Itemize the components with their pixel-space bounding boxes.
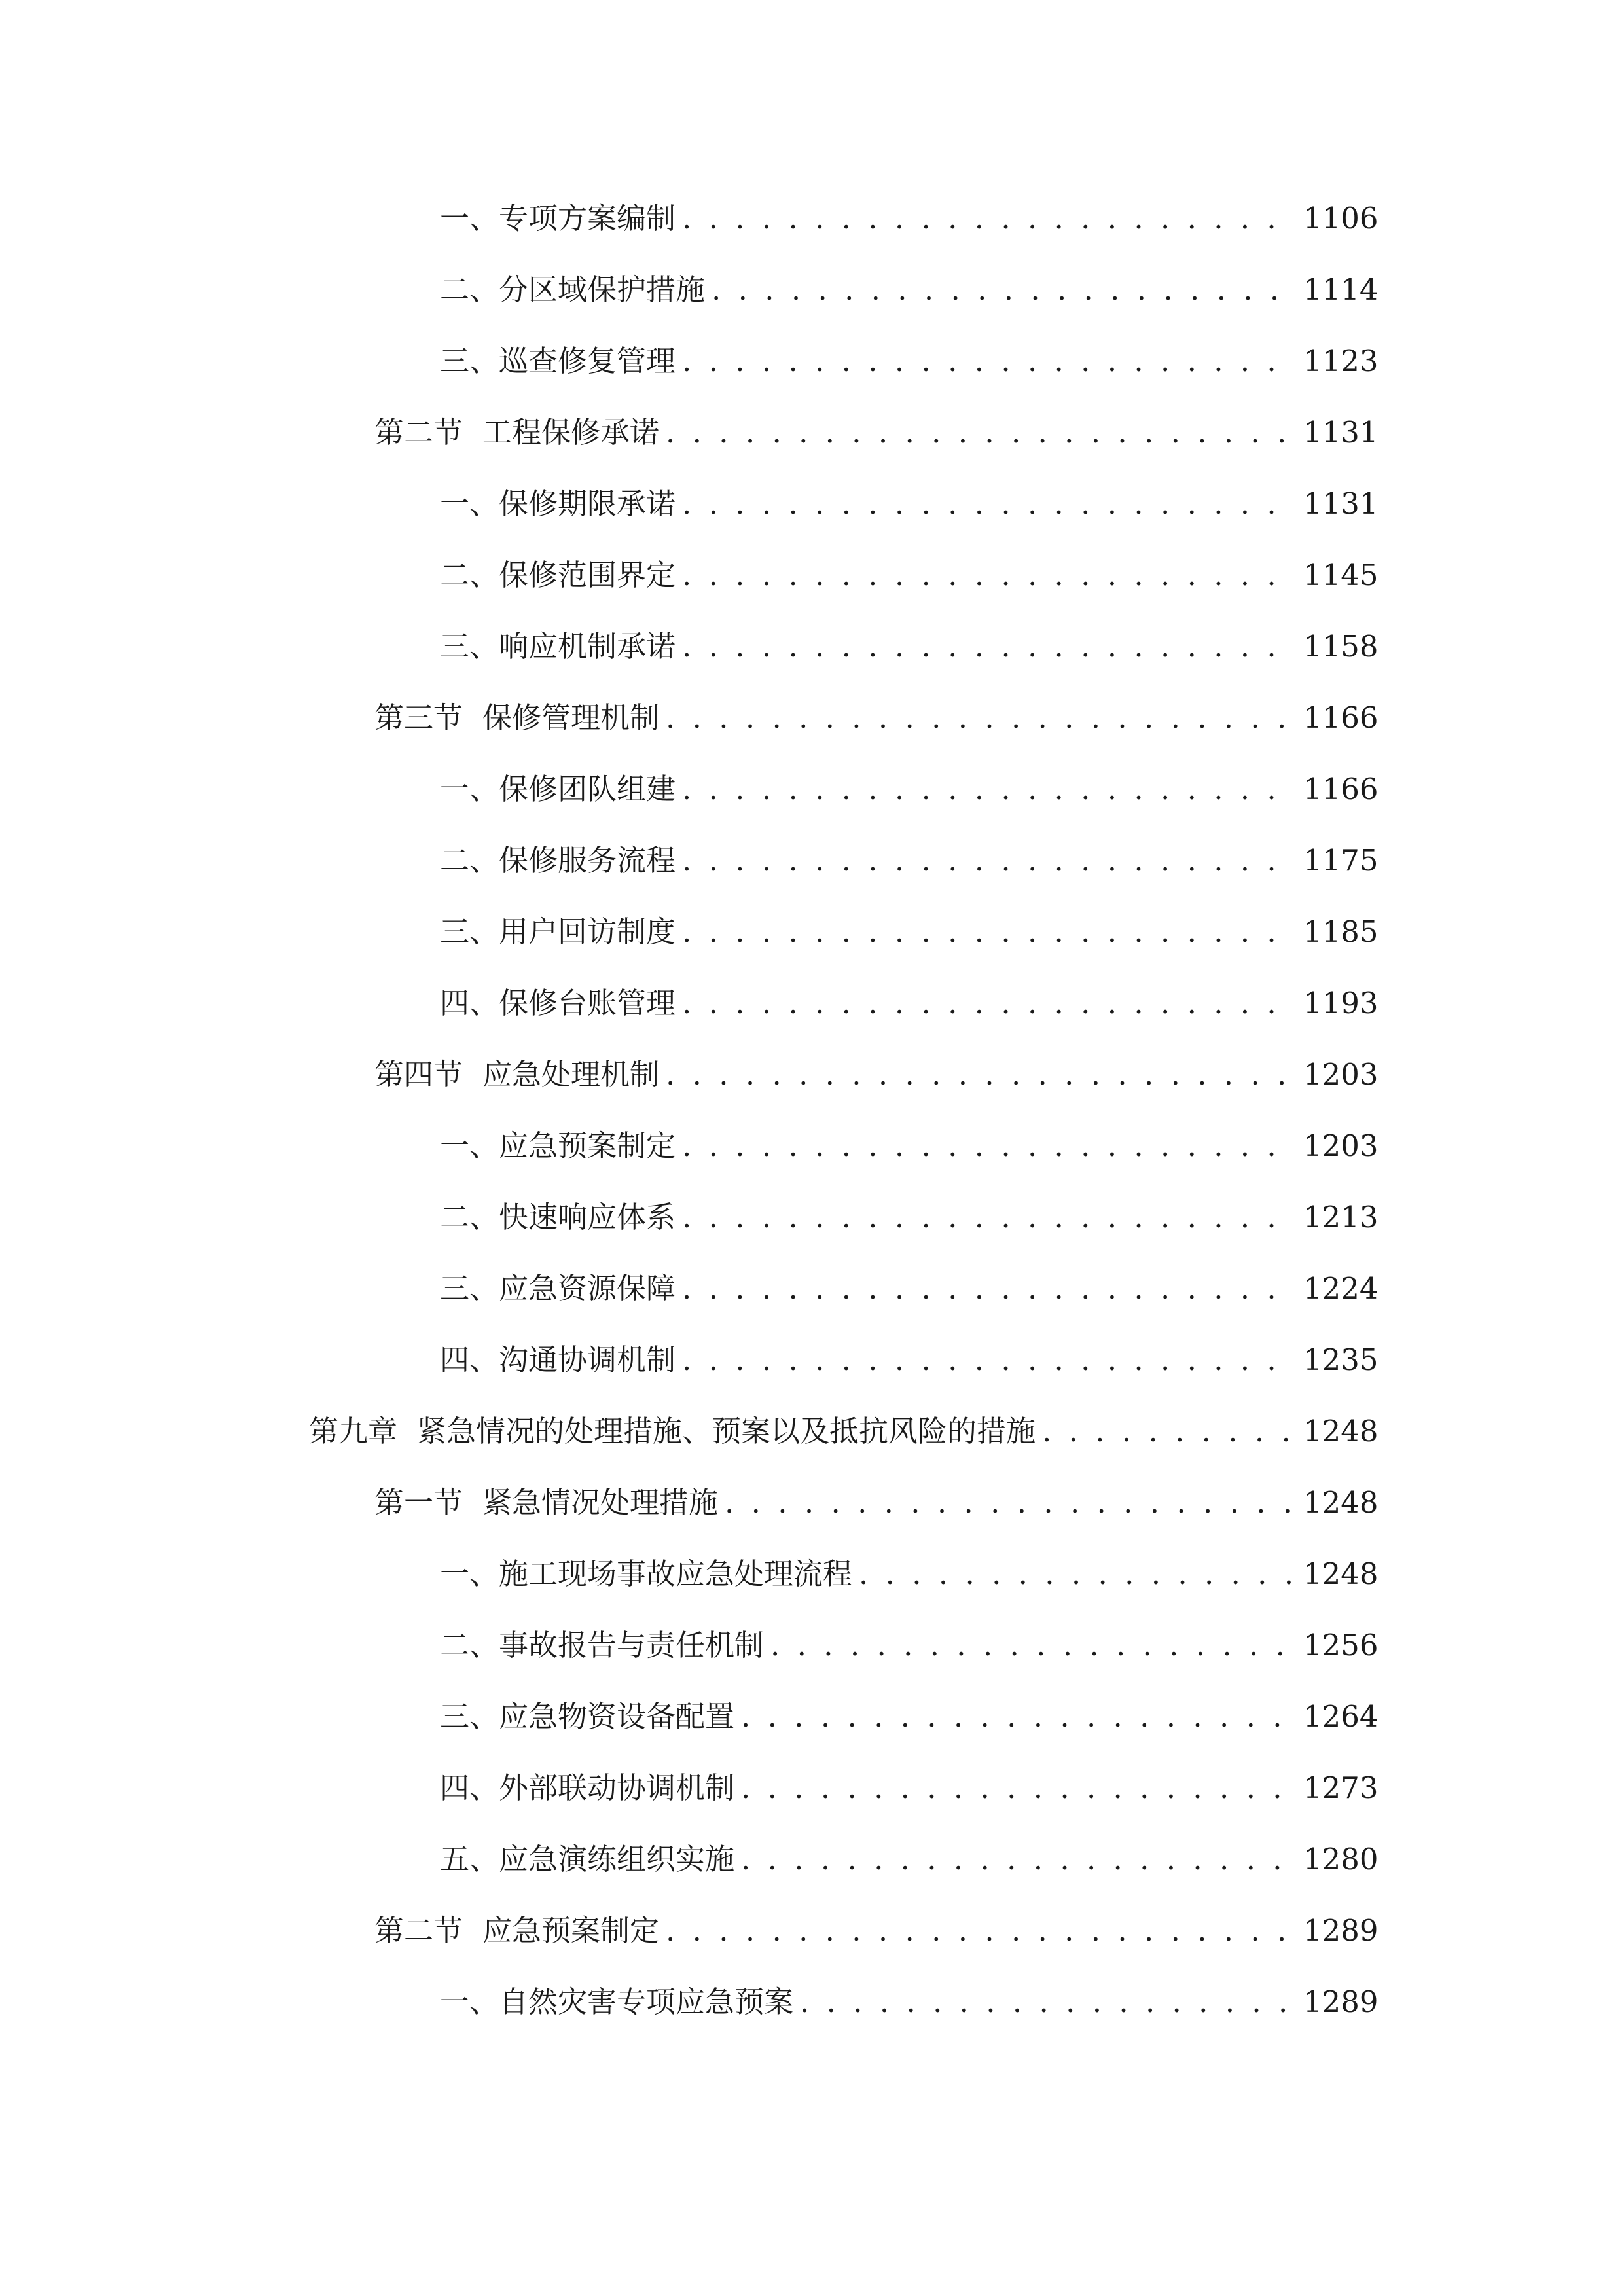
toc-leader-dots	[741, 1765, 1294, 1811]
toc-entry[interactable]	[440, 1123, 1379, 1169]
toc-entry-section[interactable]	[374, 1052, 1379, 1098]
toc-numeral: 三、	[440, 629, 499, 664]
toc-section-numeral: 第二节	[374, 415, 463, 450]
toc-title: 紧急情况处理措施	[482, 1485, 719, 1520]
toc-leader-dots	[800, 1979, 1294, 2025]
toc-leader-dots	[682, 552, 1294, 598]
toc-title: 保修服务流程	[499, 843, 676, 878]
toc-numeral: 一、	[440, 772, 499, 806]
toc-leader-dots	[682, 1266, 1294, 1312]
toc-title: 巡查修复管理	[499, 344, 676, 378]
toc-title: 紧急情况的处理措施、预案以及抵抗风险的措施	[417, 1414, 1036, 1448]
toc-title: 保修团队组建	[499, 772, 676, 806]
toc-leader-dots	[682, 838, 1294, 884]
toc-title: 应急预案制定	[499, 1128, 676, 1163]
toc-leader-dots	[666, 410, 1294, 456]
toc-entry-section[interactable]	[374, 1908, 1379, 1954]
toc-entry[interactable]	[440, 481, 1379, 527]
toc-entry[interactable]	[440, 1765, 1379, 1811]
toc-title: 专项方案编制	[499, 201, 676, 236]
toc-page-number: 1106	[1303, 201, 1379, 236]
toc-page-number: 1264	[1303, 1699, 1379, 1734]
toc-entry[interactable]	[440, 1337, 1379, 1383]
toc-leader-dots	[712, 267, 1294, 313]
toc-leader-dots	[1042, 1408, 1294, 1454]
toc-title: 外部联动协调机制	[499, 1770, 735, 1805]
toc-leader-dots	[741, 1694, 1294, 1740]
toc-chapter-numeral: 第九章	[309, 1414, 398, 1448]
toc-page-number: 1224	[1303, 1271, 1379, 1306]
toc-title: 事故报告与责任机制	[499, 1628, 765, 1662]
toc-entry-section[interactable]	[374, 695, 1379, 741]
toc-entry[interactable]	[440, 838, 1379, 884]
toc-page-number: 1248	[1303, 1485, 1379, 1520]
toc-title: 应急资源保障	[499, 1271, 676, 1306]
toc-page-number: 1166	[1303, 772, 1379, 806]
toc-leader-dots	[725, 1480, 1294, 1526]
toc-leader-dots	[682, 909, 1294, 955]
toc-entry[interactable]	[440, 1266, 1379, 1312]
toc-title: 应急预案制定	[482, 1913, 660, 1948]
toc-section-numeral: 第二节	[374, 1913, 463, 1948]
toc-title: 应急演练组织实施	[499, 1842, 735, 1876]
toc-leader-dots	[682, 196, 1294, 242]
toc-entry[interactable]	[440, 909, 1379, 955]
toc-numeral: 五、	[440, 1842, 499, 1876]
toc-section-numeral: 第三节	[374, 700, 463, 735]
toc-page-number: 1248	[1303, 1414, 1379, 1448]
toc-entry[interactable]	[440, 1551, 1379, 1597]
toc-leader-dots	[682, 1194, 1294, 1240]
toc-leader-dots	[682, 338, 1294, 384]
toc-page-number: 1158	[1303, 629, 1379, 664]
toc-entry[interactable]	[440, 1979, 1379, 2025]
toc-page-number: 1203	[1303, 1057, 1379, 1092]
toc-page-number: 1193	[1303, 986, 1379, 1020]
toc-entry-section[interactable]	[374, 410, 1379, 456]
toc-numeral: 三、	[440, 1699, 499, 1734]
toc-page-number: 1145	[1303, 558, 1379, 592]
toc-leader-dots	[770, 1623, 1294, 1668]
toc-page-number: 1280	[1303, 1842, 1379, 1876]
toc-page-number: 1289	[1303, 1984, 1379, 2019]
toc-entry-section[interactable]	[374, 1480, 1379, 1526]
toc-title: 分区域保护措施	[499, 272, 706, 307]
toc-leader-dots	[682, 624, 1294, 670]
toc-page-number: 1131	[1303, 486, 1379, 521]
toc-numeral: 三、	[440, 1271, 499, 1306]
toc-numeral: 四、	[440, 986, 499, 1020]
toc-page-number: 1175	[1303, 843, 1379, 878]
toc-leader-dots	[682, 481, 1294, 527]
toc-page-number: 1123	[1303, 344, 1379, 378]
toc-numeral: 四、	[440, 1342, 499, 1377]
toc-page-number: 1289	[1303, 1913, 1379, 1948]
toc-title: 保修范围界定	[499, 558, 676, 592]
toc-title: 保修台账管理	[499, 986, 676, 1020]
toc-page-number: 1256	[1303, 1628, 1379, 1662]
toc-title: 用户回访制度	[499, 914, 676, 949]
toc-numeral: 一、	[440, 201, 499, 236]
toc-numeral: 一、	[440, 1128, 499, 1163]
toc-entry[interactable]	[440, 624, 1379, 670]
toc-page-number: 1273	[1303, 1770, 1379, 1805]
toc-page-number: 1213	[1303, 1200, 1379, 1234]
toc-page-number: 1235	[1303, 1342, 1379, 1377]
toc-numeral: 四、	[440, 1770, 499, 1805]
toc-title: 沟通协调机制	[499, 1342, 676, 1377]
toc-entry[interactable]	[440, 980, 1379, 1026]
toc-leader-dots	[682, 980, 1294, 1026]
toc-numeral: 三、	[440, 914, 499, 949]
toc-page-number: 1166	[1303, 700, 1379, 735]
toc-section-numeral: 第一节	[374, 1485, 463, 1520]
toc-numeral: 一、	[440, 1984, 499, 2019]
toc-title: 应急物资设备配置	[499, 1699, 735, 1734]
toc-page-number: 1131	[1303, 415, 1379, 450]
toc-numeral: 二、	[440, 558, 499, 592]
toc-entry-chapter[interactable]	[309, 1408, 1379, 1454]
toc-title: 应急处理机制	[482, 1057, 660, 1092]
toc-leader-dots	[666, 695, 1294, 741]
toc-title: 响应机制承诺	[499, 629, 676, 664]
toc-numeral: 二、	[440, 843, 499, 878]
toc-entry[interactable]	[440, 196, 1379, 242]
toc-numeral: 二、	[440, 1200, 499, 1234]
toc-page-number: 1114	[1303, 272, 1379, 307]
toc-numeral: 二、	[440, 272, 499, 307]
toc-title: 保修期限承诺	[499, 486, 676, 521]
toc-numeral: 二、	[440, 1628, 499, 1662]
toc-title: 工程保修承诺	[482, 415, 660, 450]
toc-leader-dots	[666, 1908, 1294, 1954]
toc-title: 施工现场事故应急处理流程	[499, 1556, 853, 1591]
toc-entry[interactable]	[440, 338, 1379, 384]
toc-section-numeral: 第四节	[374, 1057, 463, 1092]
toc-leader-dots	[741, 1837, 1294, 1882]
toc-page-number: 1185	[1303, 914, 1379, 949]
toc-entry[interactable]	[440, 552, 1379, 598]
toc-numeral: 三、	[440, 344, 499, 378]
toc-title: 自然灾害专项应急预案	[499, 1984, 794, 2019]
toc-leader-dots	[682, 1123, 1294, 1169]
toc-numeral: 一、	[440, 1556, 499, 1591]
toc-entry[interactable]	[440, 267, 1379, 313]
toc-entry[interactable]	[440, 1837, 1379, 1882]
toc-leader-dots	[682, 1337, 1294, 1383]
toc-leader-dots	[666, 1052, 1294, 1098]
toc-leader-dots	[859, 1551, 1294, 1597]
toc-leader-dots	[682, 766, 1294, 812]
toc-page-number: 1203	[1303, 1128, 1379, 1163]
toc-page-number: 1248	[1303, 1556, 1379, 1591]
toc-title: 保修管理机制	[482, 700, 660, 735]
toc-numeral: 一、	[440, 486, 499, 521]
toc-entry[interactable]	[440, 1694, 1379, 1740]
toc-entry[interactable]	[440, 1623, 1379, 1668]
toc-entry[interactable]	[440, 1194, 1379, 1240]
toc-title: 快速响应体系	[499, 1200, 676, 1234]
toc-entry[interactable]	[440, 766, 1379, 812]
